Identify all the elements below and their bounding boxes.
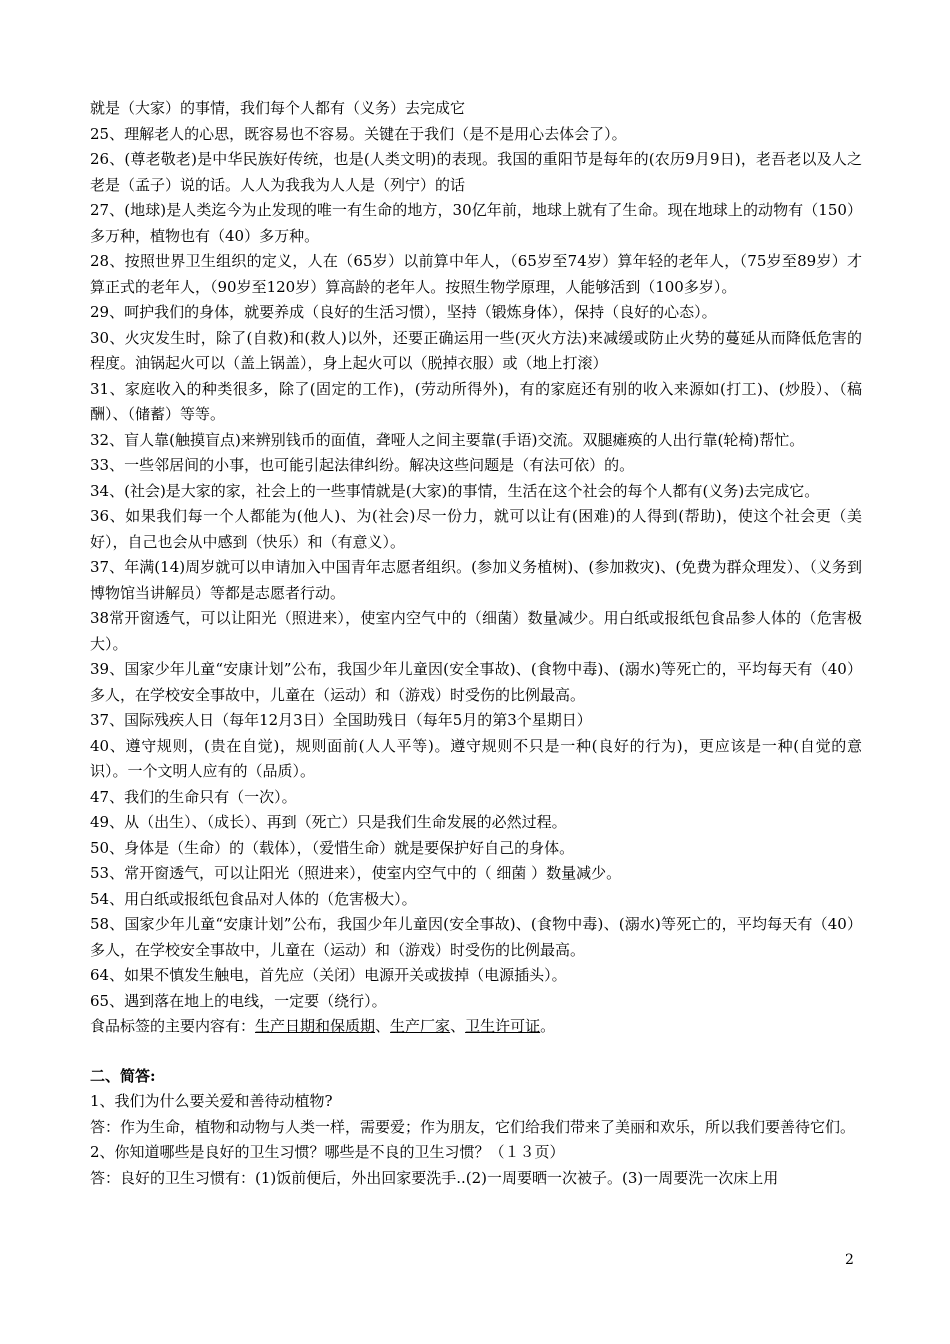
item-31: 31、家庭收入的种类很多，除了(固定的工作)，(劳动所得外)，有的家庭还有别的收入来源如(打工)、(炒股）、（稿酬）、（储蓄）等等。 — [90, 379, 862, 423]
item-30: 30、火灾发生时，除了(自救)和(救人)以外，还要正确运用一些(灭火方法)来减缓或防止火势的蔓延从而降低危害的程度。油锅起火可以（盖上锅盖），身上起火可以（脱掉衣服）或（地上打滚） — [90, 328, 862, 372]
item-37: 37、年满(14)周岁就可以申请加入中国青年志愿者组织。(参加义务植树)、(参加救灾)、(免费为群众理发）、（义务到博物馆当讲解员）等都是志愿者行动。 — [90, 558, 862, 602]
answer-2: 答：良好的卫生习惯有：(1)饭前便后，外出回家要洗手..(2)一周要晒一次被子。(3)一周要洗一次床上用 — [90, 1168, 779, 1187]
food-label-end: 。 — [540, 1017, 556, 1035]
food-label-line — [90, 1014, 862, 1040]
item-29: 29、呵护我们的身体，就要养成（良好的生活习惯），坚持（锻炼身体），保持（良好的心态）。 — [90, 303, 717, 321]
item-49: 49、从（出生）、（成长）、再到（死亡）只是我们生命发展的必然过程。 — [90, 813, 567, 831]
item-38: 38常开窗透气，可以让阳光（照进来），使室内空气中的（细菌）数量减少。用白纸或报纸包食品参人体的（危害极大）。 — [90, 609, 862, 653]
item-39: 39、国家少年儿童“安康计划”公布，我国少年儿童因(安全事故)、(食物中毒)、(溺水)等死亡的，平均每天有（40）多人，在学校安全事故中，儿童在（运动）和（游戏）时受伤的比例最高。 — [90, 660, 862, 704]
section-heading: 二、简答: — [90, 1066, 156, 1085]
item-50: 50、身体是（生命）的（载体），（爱惜生命）就是要保护好自己的身体。 — [90, 838, 575, 857]
item-65: 65、遇到落在地上的电线，一定要（绕行）。 — [90, 991, 387, 1010]
question-2: 2、你知道哪些是良好的卫生习惯？哪些是不良的卫生习惯？（１３页） — [90, 1143, 565, 1161]
food-label-item-license: 卫生许可证 — [465, 1017, 541, 1035]
food-label-sep: 、 — [375, 1017, 391, 1035]
item-40: 40、遵守规则，(贵在自觉)，规则面前(人人平等)。遵守规则不只是一种(良好的行为)，更应该是一种(自觉的意识）。一个文明人应有的（品质）。 — [90, 736, 862, 780]
page-number: 2 — [845, 1252, 854, 1268]
food-label-prefix: 食品标签的主要内容有： — [90, 1017, 256, 1035]
item-58: 58、国家少年儿童“安康计划”公布，我国少年儿童因(安全事故)、(食物中毒)、(溺水)等死亡的，平均每天有（40）多人，在学校安全事故中，儿童在（运动）和（游戏）时受伤的比例最高。 — [90, 915, 862, 959]
food-label-item-maker: 生产厂家 — [390, 1017, 451, 1035]
text-line: 就是（大家）的事情，我们每个人都有（义务）去完成它 — [90, 99, 466, 117]
item-28: 28、按照世界卫生组织的定义，人在（65岁）以前算中年人，（65岁至74岁）算年轻的老年人，（75岁至89岁）才算正式的老年人，（90岁至120岁）算高龄的老年人。按照生物学原理，人能够活到（100多岁）。 — [90, 252, 862, 296]
item-27: 27、(地球)是人类迄今为止发现的唯一有生命的地方，30亿年前，地球上就有了生命。现在地球上的动物有（150）多万种，植物也有（40）多万种。 — [90, 201, 862, 245]
item-36: 36、如果我们每一个人都能为(他人)、为(社会)尽一份力，就可以让有(困难)的人得到(帮助)，使这个社会更（美好），自己也会从中感到（快乐）和（有意义）。 — [90, 507, 862, 551]
food-label-sep: 、 — [450, 1017, 466, 1035]
item-47: 47、我们的生命只有（一次）。 — [90, 787, 297, 806]
item-25: 25、理解老人的心思，既容易也不容易。关键在于我们（是不是用心去体会了）。 — [90, 124, 627, 143]
item-32: 32、盲人靠(触摸盲点)来辨别钱币的面值，聋哑人之间主要靠(手语)交流。双腿瘫痪的人出行靠(轮椅)帮忙。 — [90, 430, 805, 449]
food-label-item-date: 生产日期和保质期 — [255, 1017, 376, 1035]
item-26: 26、(尊老敬老)是中华民族好传统，也是(人类文明)的表现。我国的重阳节是每年的(农历9月9日)，老吾老以及人之老是（孟子）说的话。人人为我我为人人是（列宁）的话 — [90, 150, 862, 194]
item-64: 64、如果不慎发生触电，首先应（关闭）电源开关或拔掉（电源插头）。 — [90, 966, 567, 984]
document-body — [90, 96, 862, 1191]
item-34: 34、(社会)是大家的家，社会上的一些事情就是(大家)的事情，生活在这个社会的每个人都有(义务)去完成它。 — [90, 481, 820, 500]
item-33: 33、一些邻居间的小事，也可能引起法律纠纷。解决这些问题是（有法可依）的。 — [90, 456, 635, 474]
item-54: 54、用白纸或报纸包食品对人体的（危害极大）。 — [90, 889, 417, 908]
section-gap — [90, 1040, 862, 1064]
answer-1: 答：作为生命，植物和动物与人类一样，需要爱；作为朋友，它们给我们带来了美丽和欢乐，所以我们要善待它们。 — [90, 1117, 856, 1136]
item-37-days: 37、国际残疾人日（每年12月3日）全国助残日（每年5月的第3个星期日） — [90, 711, 592, 729]
item-53: 53、常开窗透气，可以让阳光（照进来），使室内空气中的（ 细菌 ）数量减少。 — [90, 864, 622, 882]
question-1: 1、我们为什么要关爱和善待动植物? — [90, 1092, 333, 1110]
